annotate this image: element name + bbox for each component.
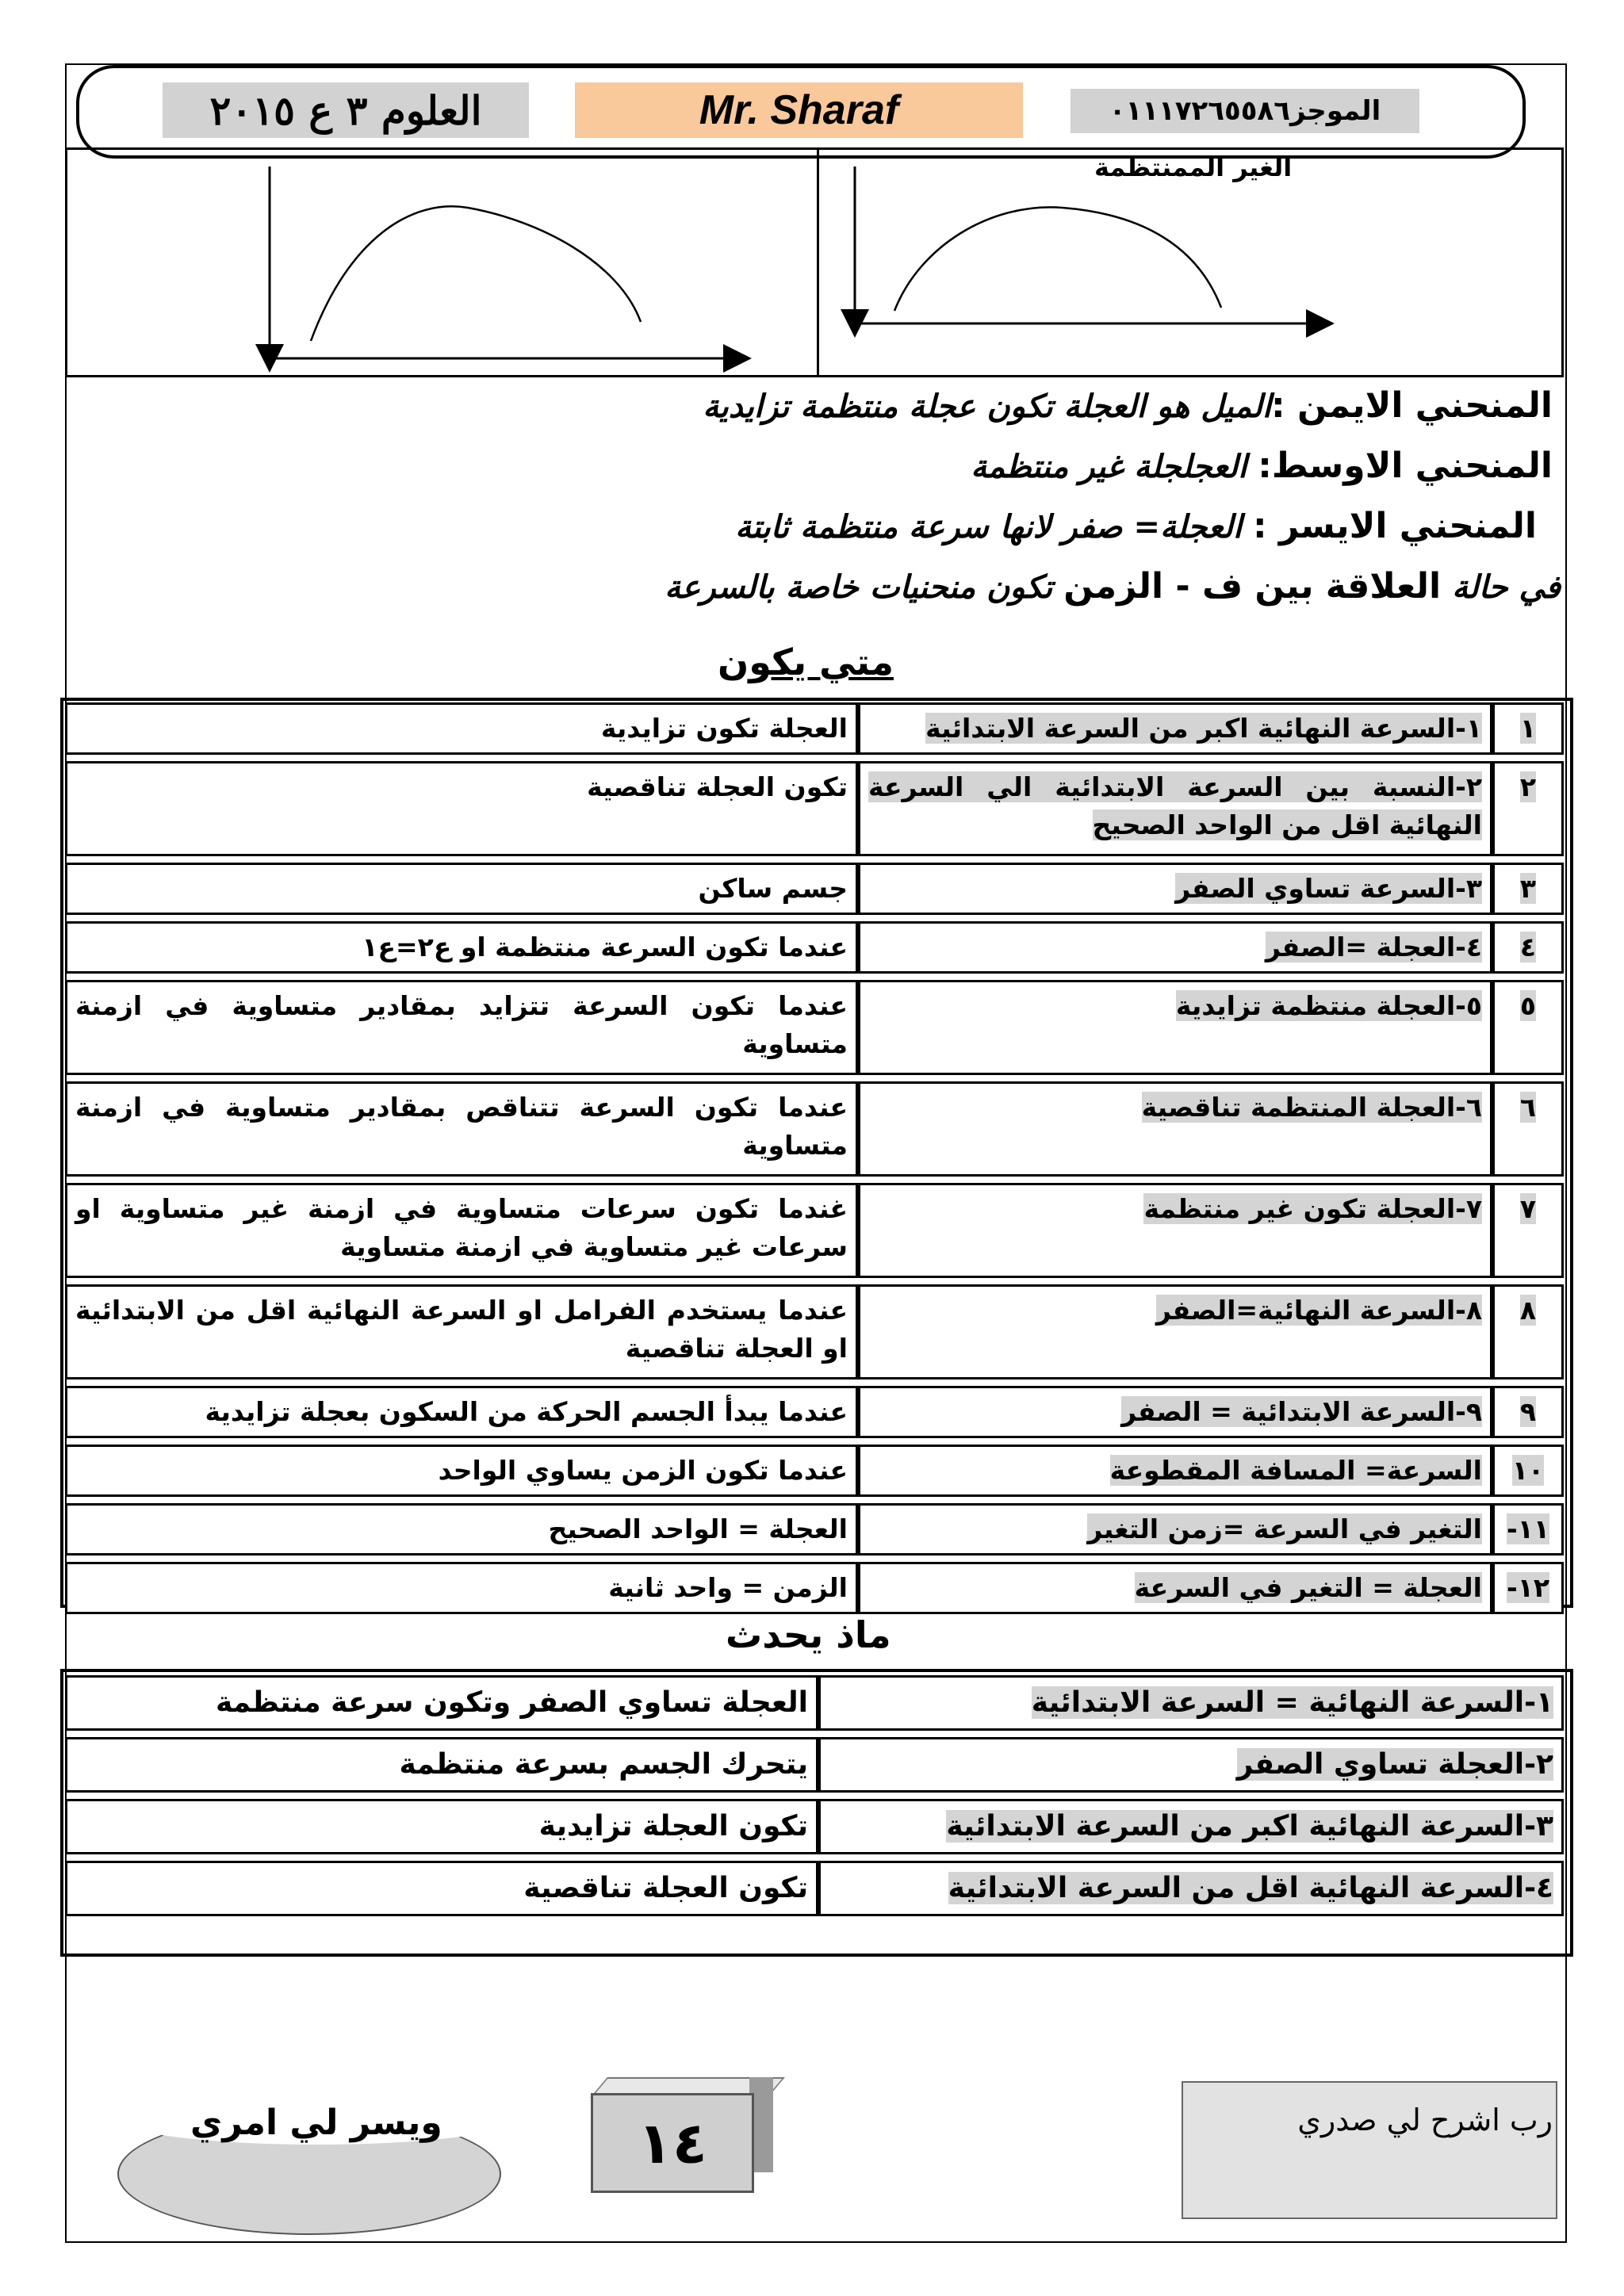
table-row: ٨ ٨-السرعة النهائية=الصفر عندما يستخدم الفرامل او السرعة النهائية اقل من الابتدائية او العجلة تناقصية	[65, 1284, 1564, 1380]
when-table	[65, 696, 1564, 1621]
table-row: ٧ ٧-العجلة تكون غير منتظمة غندما تكون سرعات متساوية في ازمنة غير متساوية او سرعات غير متساوية في ازمنة متساوية	[65, 1183, 1564, 1278]
table-row: ١١- التغير في السرعة =زمن التغير العجلة = الواحد الصحيح	[65, 1503, 1564, 1556]
section-title-what-happens: ماذ يحدث	[726, 1613, 891, 1656]
graph-label-irregular: الغير الممنتظمة	[1094, 152, 1293, 182]
table-row: ١٢- العجلة = التغير في السرعة الزمن = واحد ثانية	[65, 1562, 1564, 1614]
table-row: ٤-السرعة النهائية اقل من السرعة الابتدائية تكون العجلة تناقصية	[65, 1861, 1564, 1916]
table-row: ٢ ٢-النسبة بين السرعة الابتدائية الي السرعة النهائية اقل من الواحد الصحيح تكون العجلة تناقصية	[65, 761, 1564, 856]
page-number: ١٤	[591, 2093, 754, 2193]
graph-left-curve	[311, 206, 641, 341]
velocity-graphs	[0, 0, 1624, 381]
graph-right-curve	[894, 207, 1221, 311]
curve-left-description: المنحني الايسر : العجلة= صفر لانها سرعة منتظمة ثابتة	[735, 506, 1537, 546]
table-row: ٣ ٣-السرعة تساوي الصفر جسم ساكن	[65, 863, 1564, 915]
table-row: ١ ١-السرعة النهائية اكبر من السرعة الابتدائية العجلة تكون تزايدية	[65, 702, 1564, 755]
table-row: ٢-العجلة تساوي الصفر يتحرك الجسم بسرعة منتظمة	[65, 1737, 1564, 1793]
table-row: ٦ ٦-العجلة المنتظمة تناقصية عندما تكون السرعة تتناقص بمقادير متساوية في ازمنة متساوية	[65, 1081, 1564, 1177]
table-row: ٤ ٤-العجلة =الصفر عندما تكون السرعة منتظمة او ع٢=ع١	[65, 921, 1564, 974]
graph-left	[270, 166, 737, 358]
section-title-when: متي يكون	[718, 641, 894, 683]
header-teacher-name: Mr. Sharaf	[575, 82, 1023, 138]
table-row: ٩ ٩-السرعة الابتدائية = الصفر عندما يبدأ الجسم الحركة من السكون بعجلة تزايدية	[65, 1386, 1564, 1438]
footer-prayer-right: رب اشرح لي صدري	[1297, 2103, 1553, 2137]
table-row: ١-السرعة النهائية = السرعة الابتدائية العجلة تساوي الصفر وتكون سرعة منتظمة	[65, 1675, 1564, 1731]
relation-line: في حالة العلاقة بين ف - الزمن تكون منحنيات خاصة بالسرعة	[665, 566, 1561, 607]
header-contact: الموجز٠١١١٧٢٦٥٥٨٦	[1071, 89, 1419, 133]
graph-right	[855, 166, 1320, 323]
table-row: ١٠ السرعة= المسافة المقطوعة عندما تكون الزمن يساوي الواحد	[65, 1445, 1564, 1497]
table-row: ٥ ٥-العجلة منتظمة تزايدية عندما تكون السرعة تتزايد بمقادير متساوية في ازمنة متساوية	[65, 980, 1564, 1075]
footer-prayer-left: ويسر لي امري	[190, 2103, 442, 2143]
curve-right-description: المنحني الايمن :الميل هو العجلة تكون عجلة منتظمة تزايدية	[703, 385, 1553, 426]
what-happens-table	[65, 1669, 1564, 1923]
table-row: ٣-السرعة النهائية اكبر من السرعة الابتدائية تكون العجلة تزايدية	[65, 1799, 1564, 1854]
curve-middle-description: المنحني الاوسط: العجلجلة غير منتظمة	[971, 446, 1553, 486]
header-subject: العلوم ٣ ع ٢٠١٥	[163, 82, 529, 138]
